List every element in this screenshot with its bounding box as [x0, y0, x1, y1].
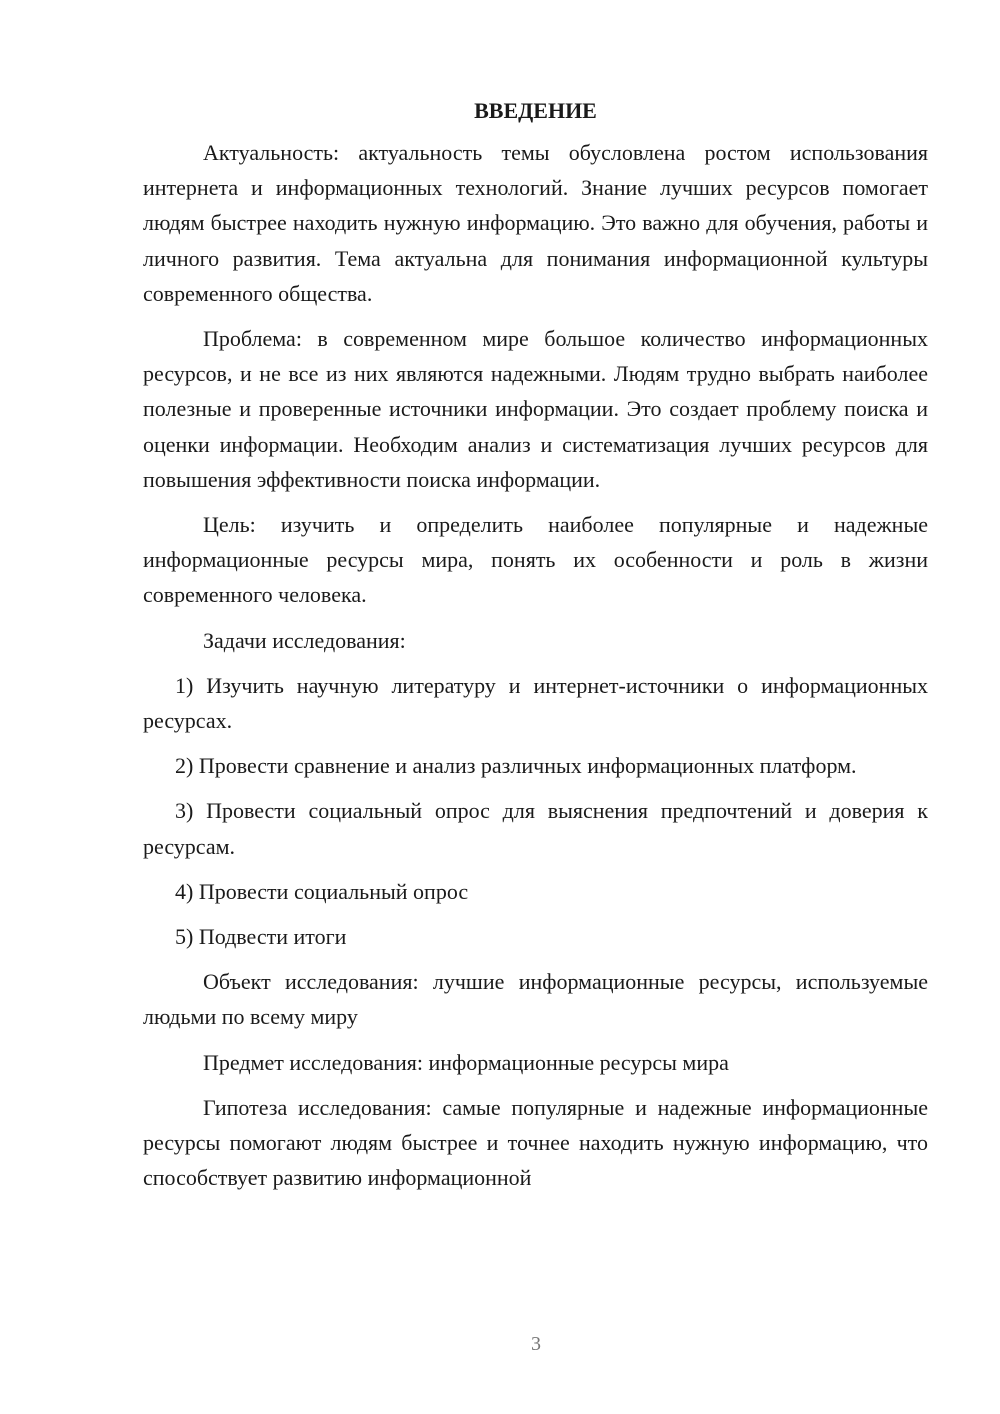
paragraph-hypothesis: Гипотеза исследования: самые популярные и надежные информационные ресурсы помогают людям быстрее и точнее находить нужную информацию, что способствует развитию информационной [143, 1094, 928, 1191]
paragraph-goal: Цель: изучить и определить наиболее популярные и надежные информационные ресурсы мира, понять их особенности и роль в жизни современного человека. [143, 512, 928, 608]
paragraph-object: Объект исследования: лучшие информационные ресурсы, используемые людьми по всему миру [143, 969, 928, 1030]
paragraph-tasks-heading: Задачи исследования: [203, 627, 406, 653]
task-item-5: 5) Подвести итоги [175, 924, 347, 950]
paragraph-problem: Проблема: в современном мире большое количество информационных ресурсов, и не все из них являются надежными. Людям трудно выбрать наиболее полезные и проверенные источники информации. Это создает проблему поиска и оценки информации. Необходим анализ и систематизация лучших ресурсов для повышения эффективности поиска информации. [143, 326, 928, 492]
document-body [143, 93, 928, 1205]
task-item-1: 1) Изучить научную литературу и интернет-источники о информационных ресурсах. [143, 672, 928, 734]
page-number: 3 [531, 1333, 541, 1355]
task-item-2: 2) Провести сравнение и анализ различных информационных платформ. [175, 753, 857, 779]
paragraph-relevance: Актуальность: актуальность темы обусловлена ростом использования интернета и информационных технологий. Знание лучших ресурсов помогает людям быстрее находить нужную информацию. Это важно для обучения, работы и личного развития. Тема актуальна для понимания информационной культуры современного общества. [143, 140, 928, 306]
task-item-4: 4) Провести социальный опрос [175, 878, 469, 904]
task-item-3: 3) Провести социальный опрос для выяснения предпочтений и доверия к ресурсам. [143, 798, 928, 859]
paragraph-subject: Предмет исследования: информационные ресурсы мира [203, 1049, 729, 1075]
section-title: ВВЕДЕНИЕ [474, 98, 597, 123]
